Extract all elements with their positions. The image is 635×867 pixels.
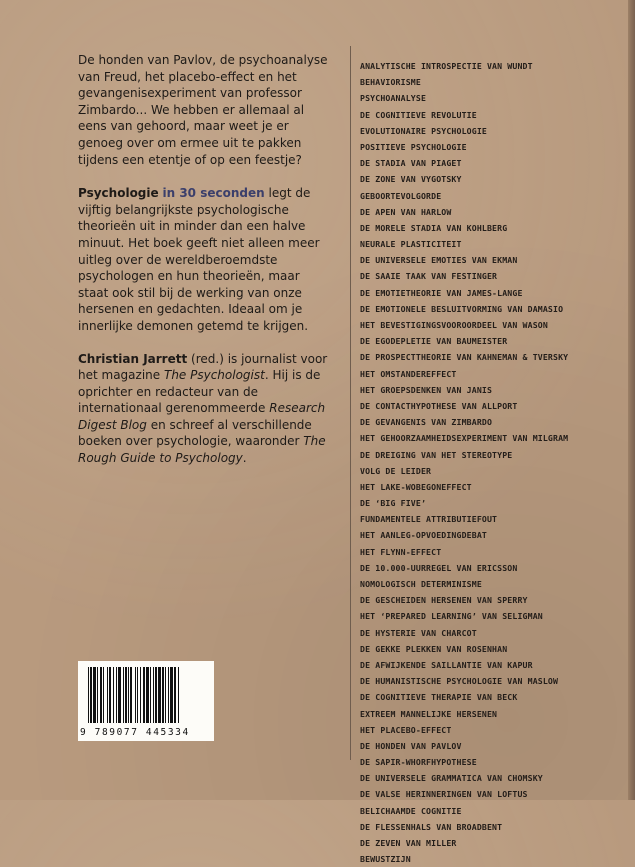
topic-item: DE EGODEPLETIE VAN BAUMEISTER <box>360 336 508 347</box>
topic-item: GEBOORTEVOLGORDE <box>360 190 442 201</box>
topic-item: EXTREEM MANNELIJKE HERSENEN <box>360 708 498 719</box>
topic-item: HET ‘PREPARED LEARNING’ VAN SELIGMAN <box>360 611 543 622</box>
topic-item: HET FLYNN-EFFECT <box>360 546 442 557</box>
topic-item: DE EMOTIONELE BESLUITVORMING VAN DAMASIO <box>360 303 564 314</box>
barcode-bars <box>88 667 206 723</box>
topic-item: FUNDAMENTELE ATTRIBUTIEFOUT <box>360 514 498 525</box>
topic-item: DE ZONE VAN VYGOTSKY <box>360 174 462 185</box>
topic-item: DE PROSPECTTHEORIE VAN KAHNEMAN & TVERSKY <box>360 352 569 363</box>
topic-item: BEHAVIORISME <box>360 77 421 88</box>
magazine-title: The Psychologist <box>163 368 265 383</box>
topic-item: EVOLUTIONAIRE PSYCHOLOGIE <box>360 125 487 136</box>
topic-item: VOLG DE LEIDER <box>360 465 432 476</box>
topic-item: NOMOLOGISCH DETERMINISME <box>360 579 482 589</box>
topic-item: DE DREIGING VAN HET STEREOTYPE <box>360 449 513 460</box>
topic-item: DE STADIA VAN PIAGET <box>360 158 462 169</box>
author-bio-text-3: en schreef al verschillende boeken over psychologie, waaronder <box>78 417 312 449</box>
topic-item: DE EMOTIETHEORIE VAN JAMES-LANGE <box>360 287 523 298</box>
topic-item: HET BEVESTIGINGSVOOROORDEEL VAN WASON <box>360 320 548 330</box>
author-bio-text-2: . Hij is de oprichter en redacteur van de internationaal gerenommeerde <box>78 368 321 416</box>
blog-title: Research Digest Blog <box>78 401 326 432</box>
topic-item: DE CONTACTHYPOTHESE VAN ALLPORT <box>360 400 518 411</box>
topic-item: DE UNIVERSELE EMOTIES VAN EKMAN <box>360 255 518 266</box>
topic-item: DE SAPIR-WHORFHYPOTHESE <box>360 757 477 768</box>
topic-item: ANALYTISCHE INTROSPECTIE VAN WUNDT <box>360 61 533 71</box>
topic-item: DE HONDEN VAN PAVLOV <box>360 740 462 751</box>
topic-item: DE MORELE STADIA VAN KOHLBERG <box>360 222 508 233</box>
author-bio-text-1: (red.) is journalist voor het magazine <box>78 351 328 383</box>
book-spine-edge <box>628 0 635 800</box>
topic-item: DE APEN VAN HARLOW <box>360 206 452 217</box>
topic-item: DE 10.000-UURREGEL VAN ERICSSON <box>360 562 518 573</box>
topic-item: PSYCHOANALYSE <box>360 93 427 104</box>
topic-item: DE UNIVERSELE GRAMMATICA VAN CHOMSKY <box>360 773 543 784</box>
topic-item: BEWUSTZIJN <box>360 854 411 865</box>
topic-item: DE GEVANGENIS VAN ZIMBARDO <box>360 417 493 428</box>
barcode <box>78 661 214 741</box>
topic-item: BELICHAAMDE COGNITIE <box>360 805 462 816</box>
author-bio-text-4: . <box>242 451 247 466</box>
author-bio-paragraph <box>78 351 330 467</box>
topic-item: DE HUMANISTISCHE PSYCHOLOGIE VAN MASLOW <box>360 676 559 687</box>
topic-item: DE SAAIE TAAK VAN FESTINGER <box>360 271 498 282</box>
topic-item: DE GESCHEIDEN HERSENEN VAN SPERRY <box>360 595 528 606</box>
author-name: Christian Jarrett <box>78 351 188 366</box>
topic-item: NEURALE PLASTICITEIT <box>360 239 462 250</box>
book-title-bold: Psychologie <box>78 186 159 201</box>
topic-item: HET GROEPSDENKEN VAN JANIS <box>360 384 493 395</box>
topic-item: HET PLACEBO-EFFECT <box>360 724 452 735</box>
topic-item: DE HYSTERIE VAN CHARCOT <box>360 627 477 638</box>
topic-item: DE ZEVEN VAN MILLER <box>360 838 457 848</box>
book-reference-title: The Rough Guide to Psychology <box>78 434 326 466</box>
topic-item: DE COGNITIEVE REVOLUTIE <box>360 109 477 120</box>
topic-item: HET AANLEG-OPVOEDINGDEBAT <box>360 530 487 541</box>
topic-item: HET OMSTANDEREFFECT <box>360 368 457 379</box>
topic-item: DE COGNITIEVE THERAPIE VAN BECK <box>360 692 518 703</box>
topic-item: DE AFWIJKENDE SAILLANTIE VAN KAPUR <box>360 659 533 670</box>
topic-item: HET LAKE-WOBEGONEFFECT <box>360 481 472 492</box>
topic-item: DE VALSE HERINNERINGEN VAN LOFTUS <box>360 789 528 800</box>
topic-item: DE ‘BIG FIVE’ <box>360 498 427 509</box>
intro-paragraph: De honden van Pavlov, de psychoanalyse van Freud, het placebo-effect en het gevangenisexperiment van professor Zimbardo... We hebben er allemaal al eens van gehoord, maar weet je er genoeg over om ermee uit te pakken tijdens een etentje of op een feestje? <box>78 53 328 167</box>
topic-item: DE FLESSENHALS VAN BROADBENT <box>360 821 503 832</box>
topic-list <box>360 58 568 867</box>
topic-item: DE GEKKE PLEKKEN VAN ROSENHAN <box>360 643 508 654</box>
barcode-digits: 9 789077 445334 <box>80 727 190 738</box>
description-column <box>78 52 330 483</box>
book-description-paragraph <box>78 185 330 334</box>
topic-item: POSITIEVE PSYCHOLOGIE <box>360 141 467 152</box>
book-title-accent: in 30 seconden <box>162 186 265 201</box>
book-description-text: legt de vijftig belangrijkste psychologische theorieën uit in minder dan een halve minuut. Het boek geeft niet alleen meer uitleg over de wereldberoemdste psychologen en hun theorieën, maar staat ook stil bij de werking van onze hersenen en gedachten. Ideaal om je innerlijke demonen getemd te krijgen. <box>78 186 320 333</box>
column-divider <box>350 46 351 760</box>
topic-item: HET GEHOORZAAMHEIDSEXPERIMENT VAN MILGRAM <box>360 433 569 444</box>
